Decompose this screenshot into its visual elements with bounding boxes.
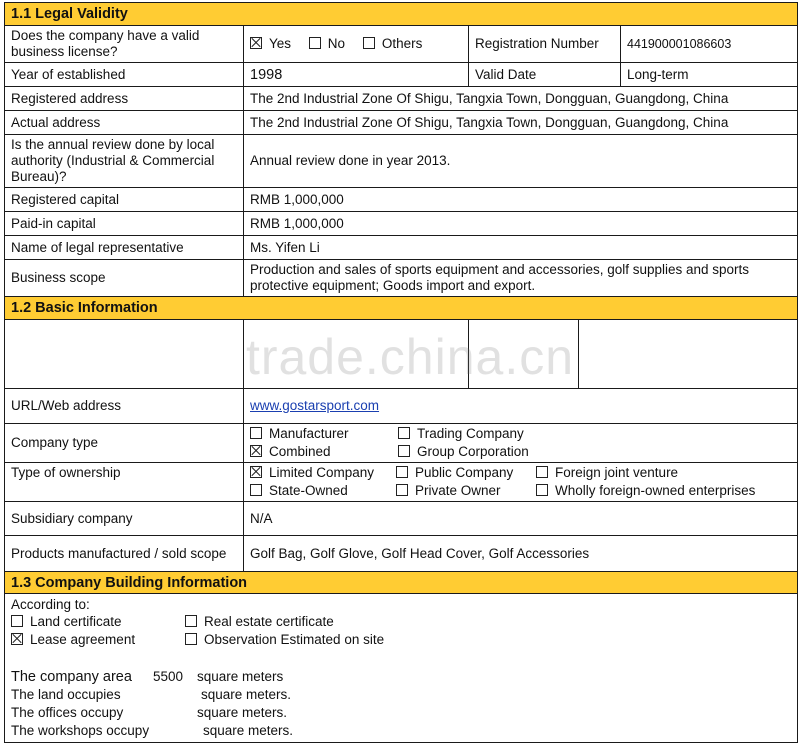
legal-representative-value: Ms. Yifen Li — [244, 236, 798, 260]
legal-representative-label: Name of legal representative — [5, 236, 244, 260]
company-area-value: 5500 — [153, 669, 184, 684]
url-label: URL/Web address — [5, 389, 244, 424]
year-established-value: 1998 — [244, 63, 469, 87]
subsidiary-value: N/A — [244, 502, 798, 536]
checkbox-icon[interactable] — [185, 633, 197, 645]
according-to-label: According to: — [11, 597, 90, 612]
valid-date-value: Long-term — [621, 63, 798, 87]
checkbox-icon[interactable] — [363, 37, 375, 49]
products-scope-value: Golf Bag, Golf Glove, Golf Head Cover, Golf Accessories — [244, 536, 798, 572]
year-established-label: Year of established — [5, 63, 244, 87]
registered-capital-label: Registered capital — [5, 188, 244, 212]
checkbox-icon[interactable] — [398, 445, 410, 457]
products-scope-label: Products manufactured / sold scope — [5, 536, 244, 572]
land-occupies-line: The land occupies square meters. — [11, 687, 292, 702]
registered-address-label: Registered address — [5, 87, 244, 111]
building-observation-estimated[interactable]: Observation Estimated on site — [185, 632, 445, 648]
registration-number-value: 441900001086603 — [621, 26, 798, 63]
registered-capital-value: RMB 1,000,000 — [244, 188, 798, 212]
company-type-combined[interactable]: Combined — [250, 444, 398, 460]
company-audit-form — [4, 2, 798, 743]
ownership-limited-company[interactable]: Limited Company — [250, 465, 396, 481]
registered-address-value: The 2nd Industrial Zone Of Shigu, Tangxia Town, Dongguan, Guangdong, China — [244, 87, 798, 111]
url-cell — [244, 389, 798, 424]
registration-number-label: Registration Number — [469, 26, 621, 63]
checkbox-checked-icon[interactable] — [11, 633, 23, 645]
checkbox-icon[interactable] — [185, 615, 197, 627]
watermark: trade.china.cn — [245, 329, 575, 385]
license-question: Does the company have a valid business license? — [5, 26, 244, 63]
checkbox-icon[interactable] — [309, 37, 321, 49]
checkbox-icon[interactable] — [536, 466, 548, 478]
ownership-private-owner[interactable]: Private Owner — [396, 483, 536, 499]
checkbox-icon[interactable] — [11, 615, 23, 627]
business-scope-value: Production and sales of sports equipment and accessories, golf supplies and sports protective equipment; Goods import and export. — [244, 260, 798, 297]
website-link[interactable]: www.gostarsport.com — [250, 398, 380, 413]
checkbox-icon[interactable] — [396, 484, 408, 496]
valid-date-label: Valid Date — [469, 63, 621, 87]
paid-in-capital-value: RMB 1,000,000 — [244, 212, 798, 236]
checkbox-checked-icon[interactable] — [250, 445, 262, 457]
checkbox-icon[interactable] — [396, 466, 408, 478]
building-lease-agreement[interactable]: Lease agreement — [11, 632, 185, 648]
blank-cell — [579, 320, 798, 389]
license-option-others[interactable]: Others — [363, 36, 423, 52]
annual-review-label: Is the annual review done by local authority (Industrial & Commercial Bureau)? — [5, 135, 244, 188]
ownership-wholly-foreign[interactable]: Wholly foreign-owned enterprises — [536, 483, 776, 499]
company-type-trading[interactable]: Trading Company — [398, 426, 598, 442]
actual-address-label: Actual address — [5, 111, 244, 135]
license-options — [244, 26, 469, 63]
paid-in-capital-label: Paid-in capital — [5, 212, 244, 236]
license-option-yes[interactable]: Yes — [250, 36, 291, 52]
section-header-legal-validity: 1.1 Legal Validity — [5, 3, 798, 26]
ownership-type-label: Type of ownership — [5, 463, 244, 502]
blank-cell — [469, 320, 579, 389]
building-real-estate-certificate[interactable]: Real estate certificate — [185, 614, 445, 630]
workshops-occupy-line: The workshops occupy square meters. — [11, 723, 294, 738]
business-scope-label: Business scope — [5, 260, 244, 297]
checkbox-icon[interactable] — [536, 484, 548, 496]
subsidiary-label: Subsidiary company — [5, 502, 244, 536]
company-area-line: The company area 5500 square meters — [11, 669, 284, 685]
annual-review-value: Annual review done in year 2013. — [244, 135, 798, 188]
company-type-label: Company type — [5, 424, 244, 463]
building-info-cell — [5, 594, 798, 743]
license-option-no[interactable]: No — [309, 36, 345, 52]
section-header-building-information: 1.3 Company Building Information — [5, 572, 798, 594]
ownership-type-options — [244, 463, 798, 502]
blank-cell — [244, 320, 469, 389]
building-land-certificate[interactable]: Land certificate — [11, 614, 185, 630]
checkbox-icon[interactable] — [250, 484, 262, 496]
company-type-manufacturer[interactable]: Manufacturer — [250, 426, 398, 442]
checkbox-icon[interactable] — [250, 427, 262, 439]
ownership-state-owned[interactable]: State-Owned — [250, 483, 396, 499]
blank-cell — [5, 320, 244, 389]
actual-address-value: The 2nd Industrial Zone Of Shigu, Tangxia Town, Dongguan, Guangdong, China — [244, 111, 798, 135]
checkbox-icon[interactable] — [398, 427, 410, 439]
section-header-basic-information: 1.2 Basic Information — [5, 297, 798, 320]
ownership-public-company[interactable]: Public Company — [396, 465, 536, 481]
checkbox-checked-icon[interactable] — [250, 466, 262, 478]
offices-occupy-line: The offices occupy square meters. — [11, 705, 288, 720]
company-type-options — [244, 424, 798, 463]
checkbox-checked-icon[interactable] — [250, 37, 262, 49]
ownership-foreign-jv[interactable]: Foreign joint venture — [536, 465, 776, 481]
company-type-group[interactable]: Group Corporation — [398, 444, 598, 460]
